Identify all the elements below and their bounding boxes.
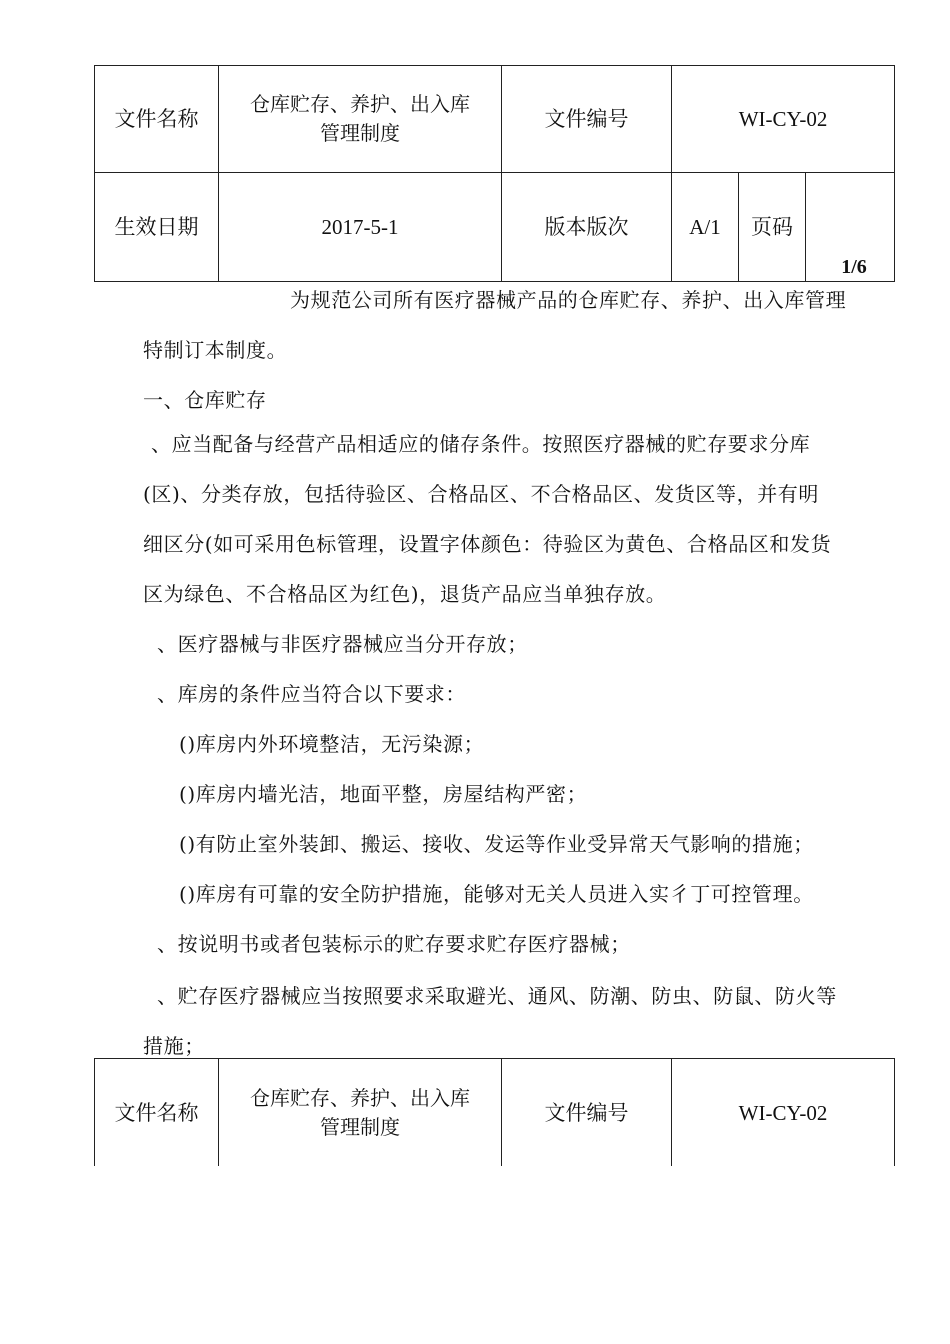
- doc-no-label: 文件编号: [502, 66, 672, 173]
- item-1-line-2: (区)、分类存放，包括待验区、合格品区、不合格品区、发货区等，并有明: [143, 482, 820, 506]
- next-page-header-table: [94, 1058, 895, 1166]
- page-label: 页码: [739, 173, 806, 282]
- doc-name-line2: 管理制度: [320, 121, 400, 145]
- effective-date-value: 2017-5-1: [219, 173, 502, 282]
- item-1-line-1: 、应当配备与经营产品相适应的储存条件。按照医疗器械的贮存要求分库: [151, 432, 811, 456]
- intro-line-1: 为规范公司所有医疗器械产品的仓库贮存、养护、出入库管理: [290, 288, 847, 312]
- doc-name-line2: 管理制度: [320, 1114, 400, 1139]
- item-2: 、医疗器械与非医疗器械应当分开存放；: [157, 632, 528, 656]
- doc-no-value: WI-CY-02: [672, 1059, 895, 1167]
- item-1-line-4: 区为绿色、不合格品区为红色)，退货产品应当单独存放。: [143, 582, 667, 606]
- item-4: 、按说明书或者包装标示的贮存要求贮存医疗器械；: [157, 932, 631, 956]
- document-header-table: [94, 65, 895, 282]
- doc-no-value: WI-CY-02: [672, 66, 895, 173]
- item-5-line-1: 、贮存医疗器械应当按照要求采取避光、通风、防潮、防虫、防鼠、防火等: [157, 984, 837, 1008]
- doc-name-label: 文件名称: [95, 1059, 219, 1167]
- version-label: 版本版次: [502, 173, 672, 282]
- item-3: 、库房的条件应当符合以下要求：: [157, 682, 466, 706]
- sub-item-2: ()库房内墙光洁，地面平整，房屋结构严密；: [179, 782, 588, 806]
- section-title: 一、仓库贮存: [143, 388, 267, 412]
- intro-line-2: 特制订本制度。: [143, 338, 288, 362]
- page-number: 1/6: [806, 173, 895, 282]
- sub-item-1: ()库房内外环境整洁，无污染源；: [179, 732, 485, 756]
- sub-item-4: ()库房有可靠的安全防护措施，能够对无关人员进入实彳丁可控管理。: [179, 882, 814, 906]
- doc-name-label: 文件名称: [95, 66, 219, 173]
- effective-date-label: 生效日期: [95, 173, 219, 282]
- doc-no-label: 文件编号: [502, 1059, 672, 1167]
- doc-name-value: [219, 66, 502, 173]
- doc-name-line1: 仓库贮存、养护、出入库: [250, 92, 470, 116]
- doc-name-line1: 仓库贮存、养护、出入库: [250, 1085, 470, 1110]
- item-5-line-2: 措施；: [143, 1034, 205, 1058]
- sub-item-3: ()有防止室外装卸、搬运、接收、发运等作业受异常天气影响的措施；: [179, 832, 814, 856]
- item-1-line-3: 细区分(如可采用色标管理，设置字体颜色：待验区为黄色、合格品区和发货: [143, 532, 832, 556]
- version-value: A/1: [672, 173, 739, 282]
- doc-name-value: [219, 1059, 502, 1167]
